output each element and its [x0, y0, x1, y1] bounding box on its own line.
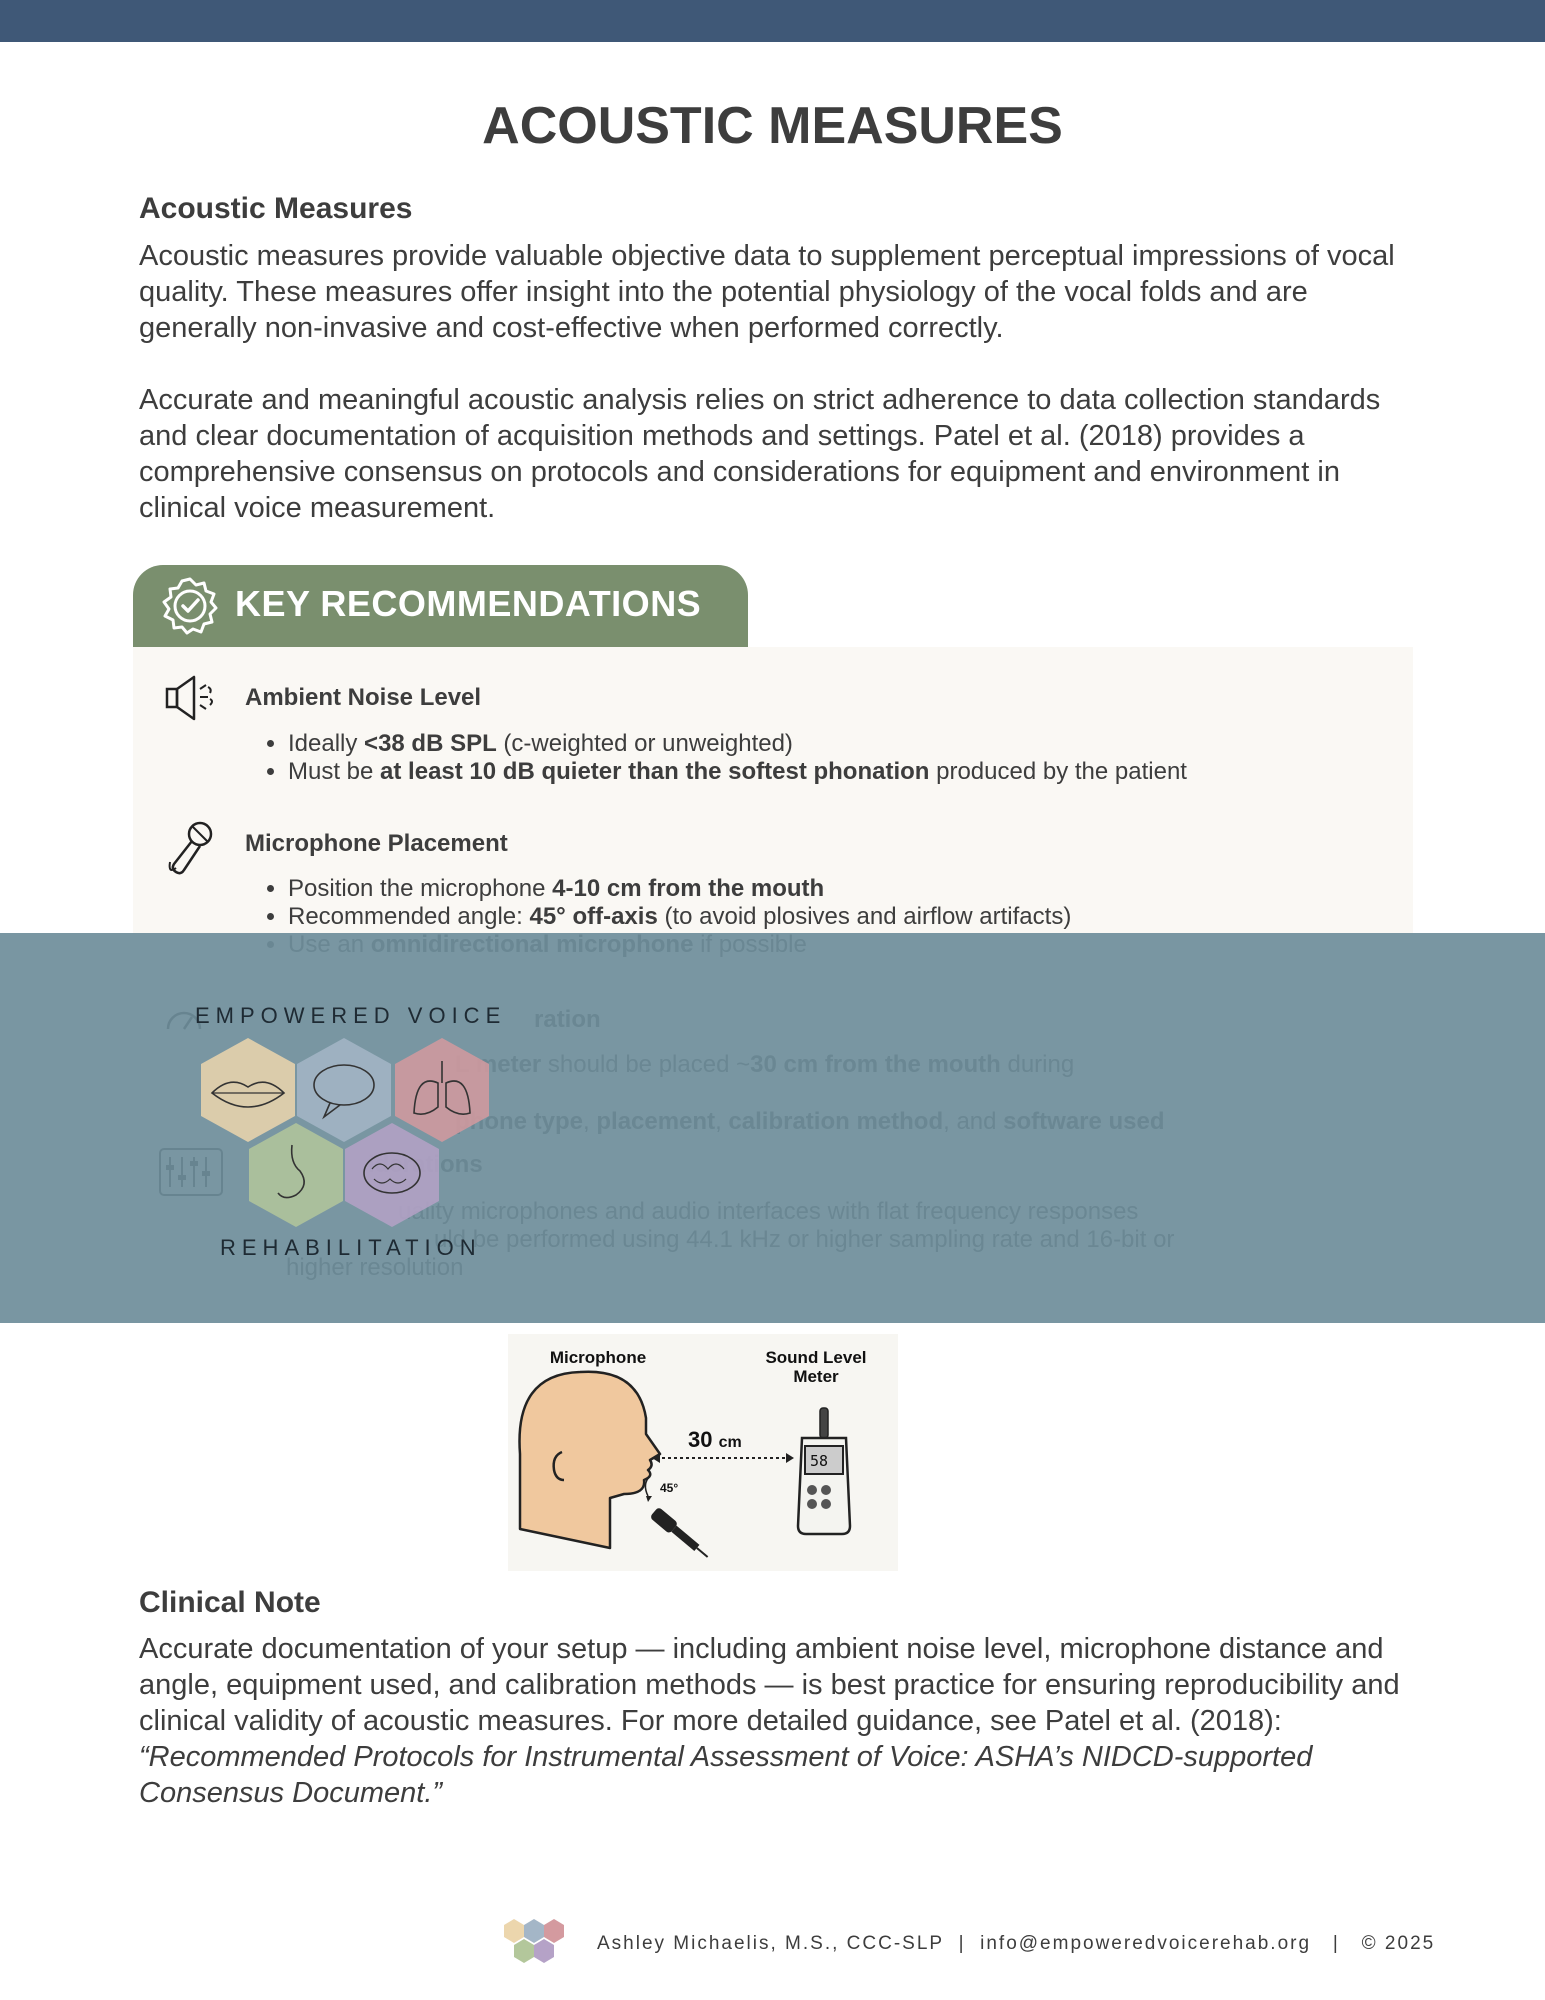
- list-item: • Position the microphone 4-10 cm from the mouth: [288, 875, 1071, 903]
- badge-check-icon: [160, 576, 220, 641]
- brain-hexagon: [345, 1123, 439, 1227]
- logo-overlay-banner: [0, 933, 1545, 1323]
- speech-bubble-hexagon: [297, 1038, 391, 1142]
- stomach-hexagon: [249, 1123, 343, 1227]
- clinical-note-text: Accurate documentation of your setup — including ambient noise level, microphone distance and angle, equipment used, and calibration methods — is best practice for ensuring reproducibility and clinical validity of acoustic measures. For more detailed guidance, see Patel et al. (2018): “Recommended Protocols for Instrumental Assessment of Voice: ASHA’s NIDCD-supported Consensus Document.”: [139, 1633, 1400, 1809]
- head-profile: [520, 1372, 661, 1548]
- item-title-ambient-noise: Ambient Noise Level: [245, 684, 482, 711]
- footer-email[interactable]: info@empoweredvoicerehab.org: [980, 1933, 1312, 1954]
- footer-logo: [500, 1917, 580, 1971]
- key-recommendations-title: KEY RECOMMENDATIONS: [235, 583, 702, 624]
- list-item: • Must be at least 10 dB quieter than the softest phonation produced by the patient: [288, 758, 1187, 786]
- distance-label: 30 cm: [688, 1427, 742, 1452]
- setup-diagram: [508, 1334, 898, 1571]
- citation: “Recommended Protocols for Instrumental Assessment of Voice: ASHA’s NIDCD-supported Consensus Document.”: [139, 1741, 1313, 1809]
- microphone-icon: [164, 820, 216, 883]
- page-title: ACOUSTIC MEASURES: [482, 97, 1063, 155]
- microphone-illustration: [650, 1507, 713, 1563]
- ambient-noise-bullets: [245, 730, 1187, 786]
- intro-heading: Acoustic Measures: [139, 192, 413, 225]
- figure-meter-label: Sound Level Meter: [765, 1348, 867, 1386]
- list-item: • Ideally <38 dB SPL (c-weighted or unweighted): [288, 730, 1187, 758]
- meter-reading: 58: [810, 1452, 829, 1470]
- speaker-icon: [164, 673, 220, 728]
- lips-hexagon: [201, 1038, 295, 1142]
- item-title-microphone-placement: Microphone Placement: [245, 830, 508, 857]
- lungs-hexagon: [395, 1038, 489, 1142]
- sound-level-meter-illustration: [798, 1408, 850, 1534]
- figure-microphone-label: Microphone: [549, 1348, 647, 1367]
- intro-paragraph-2: Accurate and meaningful acoustic analysis relies on strict adherence to data collection standards and clear documentation of acquisition methods and settings. Patel et al. (2018) provides a comprehensive consensus on protocols and considerations for equipment and environment in clinical voice measurement.: [139, 384, 1381, 524]
- key-recommendations-header: [133, 565, 748, 647]
- clinical-note-heading: Clinical Note: [139, 1586, 321, 1619]
- list-item: • Recommended angle: 45° off-axis (to avoid plosives and airflow artifacts): [288, 903, 1071, 931]
- angle-arrow: [646, 1496, 652, 1502]
- arrow-right: [786, 1453, 794, 1463]
- top-bar: [0, 0, 1545, 42]
- intro-paragraph-1: Acoustic measures provide valuable objective data to supplement perceptual impressions of vocal quality. These measures offer insight into the potential physiology of the vocal folds and are generally non-invasive and cost-effective when performed correctly.: [139, 240, 1395, 344]
- empowered-voice-logo: [0, 933, 520, 1323]
- angle-label: 45°: [660, 1481, 679, 1495]
- logo-bottom-text: REHABILITATION: [220, 1235, 482, 1260]
- logo-top-text: EMPOWERED VOICE: [195, 1003, 507, 1028]
- footer-contact: Ashley Michaelis, M.S., CCC-SLP | info@empoweredvoicerehab.org | © 2025: [597, 1933, 1436, 1954]
